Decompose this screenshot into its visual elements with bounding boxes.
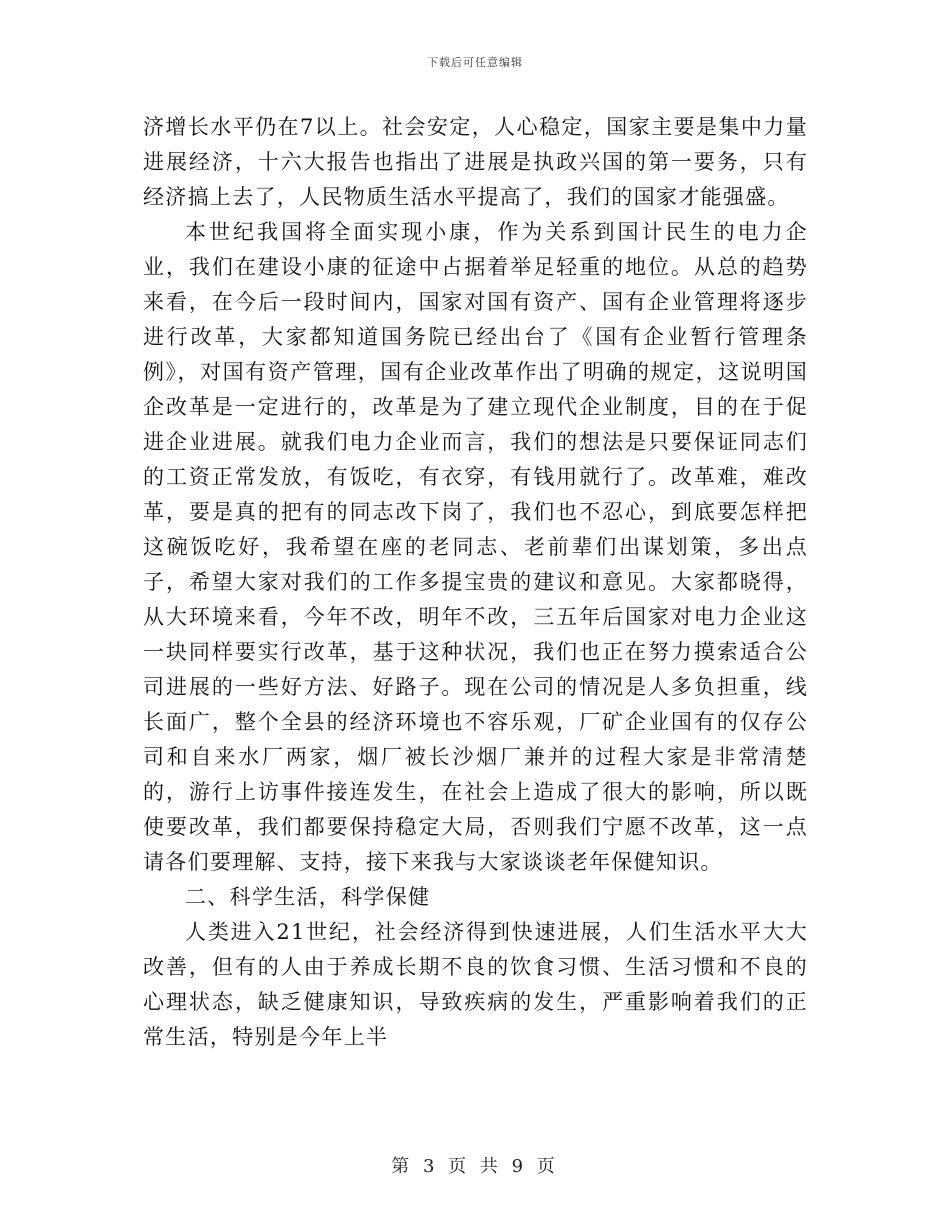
document-body [143,110,808,1055]
paragraph-2: 本世纪我国将全面实现小康，作为关系到国计民生的电力企业，我们在建设小康的征途中占据着举足轻重的地位。从总的趋势来看，在今后一段时间内，国家对国有资产、国有企业管理将逐步进行改革，大家都知道国务院已经出台了《国有企业暂行管理条例》，对国有资产管理，国有企业改革作出了明确的规定，这说明国企改革是一定进行的，改革是为了建立现代企业制度，目的在于促进企业进展。就我们电力企业而言，我们的想法是只要保证同志们的工资正常发放，有饭吃，有衣穿，有钱用就行了。改革难，难改革，要是真的把有的同志改下岗了，我们也不忍心，到底要怎样把这碗饭吃好，我希望在座的老同志、老前辈们出谋划策，多出点子，希望大家对我们的工作多提宝贵的建议和意见。大家都晓得，从大环境来看，今年不改，明年不改，三五年后国家对电力企业这一块同样要实行改革，基于这种状况，我们也正在努力摸索适合公司进展的一些好方法、好路子。现在公司的情况是人多负担重，线长面广，整个全县的经济环境也不容乐观，厂矿企业国有的仅存公司和自来水厂两家，烟厂被长沙烟厂兼并的过程大家是非常清楚的，游行上访事件接连发生，在社会上造成了很大的影响，所以既使要改革，我们都要保持稳定大局，否则我们宁愿不改革，这一点请各们要理解、支持，接下来我与大家谈谈老年保健知识。 [143,220,808,874]
paragraph-3: 人类进入21世纪，社会经济得到快速进展，人们生活水平大大改善，但有的人由于养成长期不良的饮食习惯、生活习惯和不良的心理状态，缺乏健康知识，导致疾病的发生，严重影响着我们的正常生活，特别是今年上半 [143,920,808,1049]
section-heading: 二、科学生活，科学保健 [185,885,431,909]
paragraph-1: 济增长水平仍在7以上。社会安定，人心稳定，国家主要是集中力量进展经济，十六大报告也指出了进展是执政兴国的第一要务，只有经济搞上去了，人民物质生活水平提高了，我们的国家才能强盛。 [143,115,808,209]
page-number: 第 3 页 共 9 页 [391,1156,559,1177]
page-header: 下载后可任意编辑 [427,56,523,69]
